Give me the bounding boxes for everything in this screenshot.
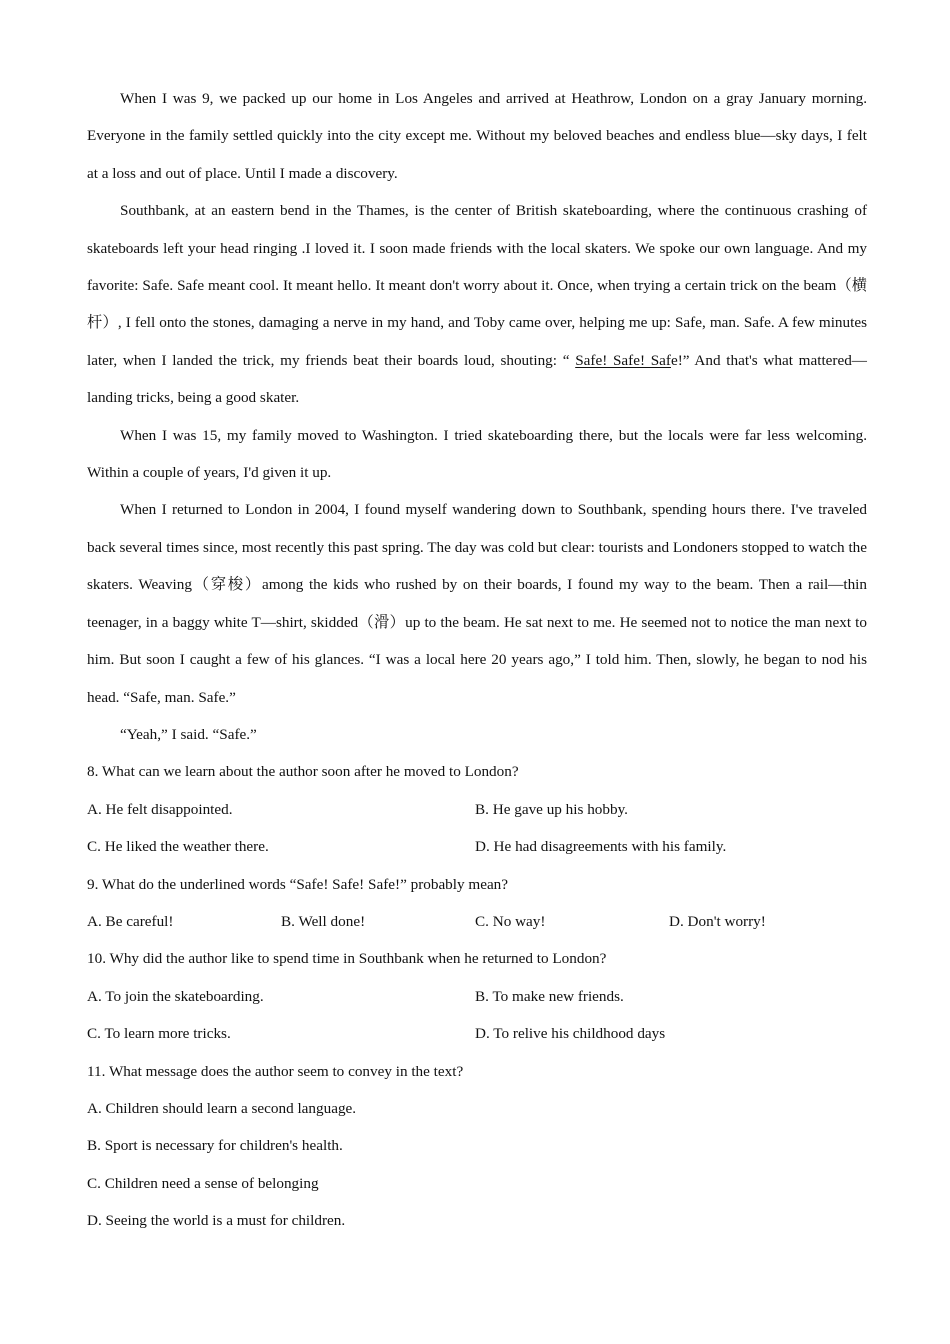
option-b: B. Well done! <box>281 912 366 930</box>
question-8 <box>87 753 867 865</box>
option-b: B. He gave up his hobby. <box>475 800 628 818</box>
option-a: A. Be careful! <box>87 912 174 930</box>
option-row <box>87 1015 867 1052</box>
passage-paragraph-2-start: Southbank, at an eastern bend in the Thames, is the center of British skateboarding, where the continuous crashing of skateboards left your head ringing .I loved it. I soon made friends with the local skaters. We spoke our own language. And my favorite: Safe. Safe meant cool. It meant hello. It meant don't worry about it. Once, when trying a certain trick on the beam（横杆）, I fell onto the stones, damaging a nerve in my hand, and Toby came over, helping me up: Safe, man. Safe. A few minutes later, when I landed the trick, my friends beat their boards loud, shouting: “ <box>87 202 867 369</box>
option-row <box>87 791 867 828</box>
question-10 <box>87 940 867 1052</box>
question-stem: 8. What can we learn about the author soon after he moved to London? <box>87 763 519 781</box>
question-stem: 9. What do the underlined words “Safe! Safe! Safe!” probably mean? <box>87 875 509 893</box>
document-page <box>87 80 867 1240</box>
option-row <box>87 828 867 865</box>
option-d: D. To relive his childhood days <box>475 1025 666 1043</box>
option-d: D. He had disagreements with his family. <box>475 838 727 856</box>
option-a: A. He felt disappointed. <box>87 800 233 818</box>
option-row <box>87 978 867 1015</box>
question-stem: 11. What message does the author seem to convey in the text? <box>87 1062 464 1080</box>
option-a: A. Children should learn a second language. <box>87 1099 357 1117</box>
option-b: B. Sport is necessary for children's health. <box>87 1137 343 1155</box>
passage-paragraph-3: When I was 15, my family moved to Washington. I tried skateboarding there, but the locals were far less welcoming. Within a couple of years, I'd given it up. <box>87 426 867 482</box>
option-d: D. Don't worry! <box>669 912 766 930</box>
passage-paragraph-2 <box>87 192 867 416</box>
question-stem: 10. Why did the author like to spend time in Southbank when he returned to London? <box>87 950 607 968</box>
passage-paragraph-2-end: e!” And that's what mattered—landing tricks, being a good skater. <box>87 351 867 407</box>
option-c: C. He liked the weather there. <box>87 838 269 856</box>
reading-passage <box>87 80 867 753</box>
passage-paragraph-4: When I returned to London in 2004, I found myself wandering down to Southbank, spending hours there. I've traveled back several times since, most recently this past spring. The day was cold but clear: tourists and Londoners stopped to watch the skaters. Weaving（穿梭）among the kids who rushed by on their boards, I found my way to the beam. Then a rail—thin teenager, in a baggy white T—shirt, skidded（滑）up to the beam. He sat next to me. He seemed not to notice the man next to him. But soon I caught a few of his glances. “I was a local here 20 years ago,” I told him. Then, slowly, he began to nod his head. “Safe, man. Safe.” <box>87 501 867 706</box>
passage-paragraph-1: When I was 9, we packed up our home in Los Angeles and arrived at Heathrow, London on a gray January morning. Everyone in the family settled quickly into the city except me. Without my beloved beaches and endless blue—sky days, I felt at a loss and out of place. Until I made a discovery. <box>87 90 867 182</box>
question-11 <box>87 1053 867 1240</box>
option-b: B. To make new friends. <box>475 987 624 1005</box>
option-a: A. To join the skateboarding. <box>87 987 264 1005</box>
option-c: C. Children need a sense of belonging <box>87 1174 319 1192</box>
question-9 <box>87 866 867 941</box>
option-c: C. To learn more tricks. <box>87 1025 231 1043</box>
option-c: C. No way! <box>475 912 546 930</box>
option-row <box>87 903 867 940</box>
passage-paragraph-5: “Yeah,” I said. “Safe.” <box>120 725 257 743</box>
option-d: D. Seeing the world is a must for children. <box>87 1212 346 1230</box>
underlined-words: Safe! Safe! Saf <box>575 351 671 369</box>
